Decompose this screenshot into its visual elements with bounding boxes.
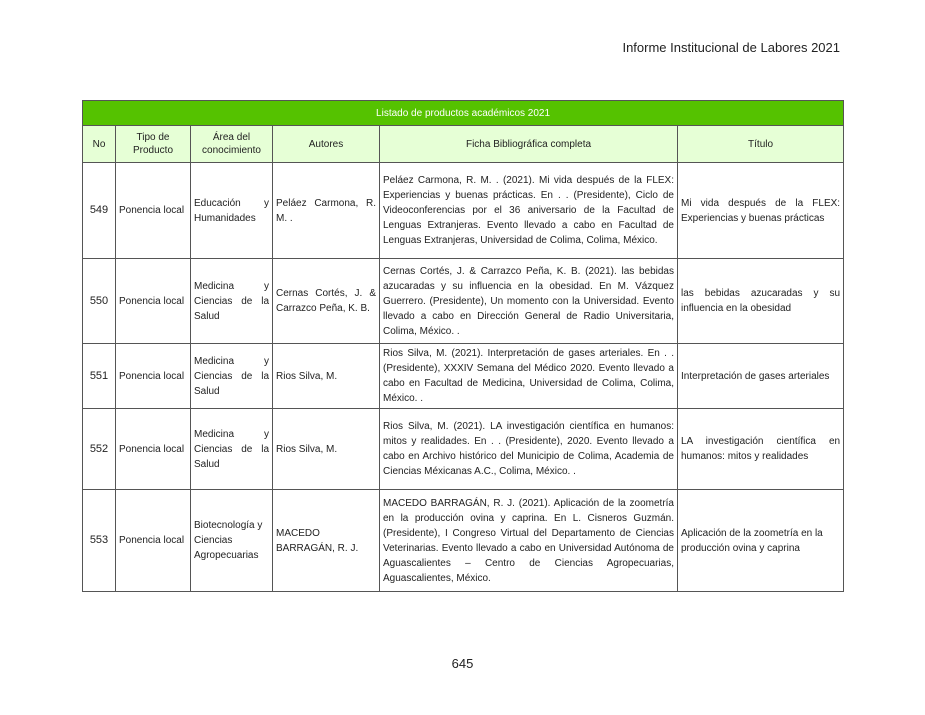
cell-ficha: Cernas Cortés, J. & Carrazco Peña, K. B. (2021). las bebidas azucaradas y su influencia en la obesidad. En M. Vázquez Guerrero. (Presidente), Un momento con la Universidad. Evento llevado a cabo en Dirección General de Radio Universitaria, Colima, México. . [380,259,678,344]
table-header-row [83,126,844,163]
cell-autores: MACEDO BARRAGÁN, R. J. [273,490,380,592]
cell-area: Medicina y Ciencias de la Salud [191,259,273,344]
cell-titulo: las bebidas azucaradas y su influencia en la obesidad [678,259,844,344]
cell-no: 551 [83,344,116,409]
table-row [83,344,844,409]
cell-ficha: MACEDO BARRAGÁN, R. J. (2021). Aplicación de la zoometría en la producción ovina y caprina. En L. Cisneros Guzmán. (Presidente), I Congreso Virtual del Departamento de Ciencias Veterinarias. Evento llevado a cabo en Universidad Autónoma de Aguascalientes – Centro de Ciencias Agropecuarias, Aguascalientes, México. [380,490,678,592]
cell-autores: Peláez Carmona, R. M. . [273,163,380,259]
cell-ficha: Rios Silva, M. (2021). Interpretación de gases arteriales. En . . (Presidente), XXXIV Semana del Médico 2020. Evento llevado a cabo en Facultad de Medicina, Universidad de Colima, Colima, México. . [380,344,678,409]
cell-no: 552 [83,409,116,490]
column-header-tipo: Tipo de Producto [116,126,191,163]
table-title: Listado de productos académicos 2021 [83,101,844,126]
cell-area: Educación y Humanidades [191,163,273,259]
cell-titulo: Mi vida después de la FLEX: Experiencias y buenas prácticas [678,163,844,259]
cell-no: 553 [83,490,116,592]
cell-titulo: LA investigación científica en humanos: mitos y realidades [678,409,844,490]
cell-tipo: Ponencia local [116,259,191,344]
cell-tipo: Ponencia local [116,344,191,409]
cell-ficha: Rios Silva, M. (2021). LA investigación científica en humanos: mitos y realidades. En . . (Presidente), 2020. Evento llevado a cabo en Archivo histórico del Municipio de Colima, Academia de Ciencias Méxicanas A.C., Colima, México. . [380,409,678,490]
cell-no: 549 [83,163,116,259]
cell-tipo: Ponencia local [116,409,191,490]
cell-tipo: Ponencia local [116,490,191,592]
running-header: Informe Institucional de Labores 2021 [622,40,840,55]
cell-area: Medicina y Ciencias de la Salud [191,409,273,490]
cell-no: 550 [83,259,116,344]
cell-autores: Rios Silva, M. [273,344,380,409]
column-header-titulo: Título [678,126,844,163]
column-header-no: No [83,126,116,163]
column-header-area: Área del conocimiento [191,126,273,163]
column-header-autores: Autores [273,126,380,163]
cell-autores: Rios Silva, M. [273,409,380,490]
table-row [83,490,844,592]
table-row [83,163,844,259]
cell-titulo: Interpretación de gases arteriales [678,344,844,409]
cell-titulo: Aplicación de la zoometría en la producción ovina y caprina [678,490,844,592]
cell-area: Biotecnología y Ciencias Agropecuarias [191,490,273,592]
cell-tipo: Ponencia local [116,163,191,259]
cell-area: Medicina y Ciencias de la Salud [191,344,273,409]
page-number: 645 [451,656,474,671]
products-table [82,100,844,592]
table-row [83,409,844,490]
table-title-row [83,101,844,126]
table-row [83,259,844,344]
cell-ficha: Peláez Carmona, R. M. . (2021). Mi vida después de la FLEX: Experiencias y buenas prácticas. En . . (Presidente), Ciclo de Videoconferencias por el 36 aniversario de la Facultad de Lenguas Extranjeras. Evento llevado a cabo en Facultad de Lenguas Extranjeras, Universidad de Colima, Colima, México. [380,163,678,259]
cell-autores: Cernas Cortés, J. & Carrazco Peña, K. B. [273,259,380,344]
column-header-ficha: Ficha Bibliográfica completa [380,126,678,163]
